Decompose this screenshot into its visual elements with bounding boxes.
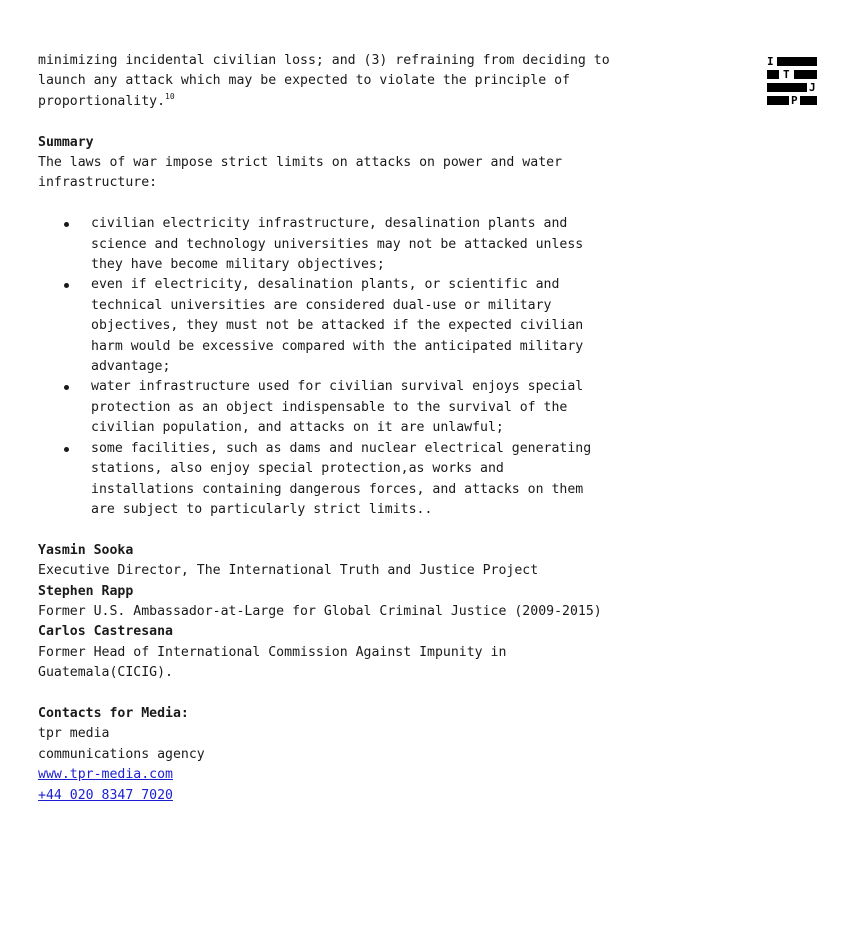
document-body	[38, 51, 618, 806]
contact-org: tpr media	[38, 726, 110, 742]
bullet-item: some facilities, such as dams and nuclear electrical generating stations, also enjoy special protection,as works and installations containing dangerous forces, and attacks on them are subject to particularly strict limits..	[38, 439, 603, 521]
logo-letter: P	[791, 94, 798, 106]
contacts-heading: Contacts for Media:	[38, 705, 189, 721]
signatory-title: Former Head of International Commission Against Impunity in Guatemala(CICIG).	[38, 644, 507, 681]
logo-letter: J	[809, 81, 816, 94]
itjp-logo	[767, 56, 818, 106]
signatory-name: Carlos Castresana	[38, 624, 173, 640]
bullet-item: civilian electricity infrastructure, desalination plants and science and technology universities may not be attacked unless they have become military objectives;	[38, 214, 603, 275]
logo-letter: I	[767, 56, 774, 68]
summary-bullet-list	[38, 214, 618, 520]
bullet-item: water infrastructure used for civilian survival enjoys special protection as an object indispensable to the survival of the civilian population, and attacks on it are unlawful;	[38, 377, 603, 438]
logo-letter: T	[783, 68, 790, 81]
media-contacts	[38, 704, 618, 806]
signatories	[38, 541, 618, 684]
summary-heading: Summary	[38, 134, 94, 150]
footnote-marker[interactable]: 10	[165, 91, 175, 101]
contact-org-description: communications agency	[38, 746, 205, 762]
signatory-name: Stephen Rapp	[38, 583, 134, 599]
signatory-title: Executive Director, The International Truth and Justice Project	[38, 563, 539, 579]
phone-link[interactable]: +44 020 8347 7020	[38, 787, 173, 803]
summary-lead: The laws of war impose strict limits on attacks on power and water infrastructure:	[38, 155, 563, 191]
intro-text: minimizing incidental civilian loss; and (3) refraining from deciding to launch any attack which may be expected to violate the principle of proportionality.	[38, 53, 610, 109]
signatory-title: Former U.S. Ambassador-at-Large for Global Criminal Justice (2009-2015)	[38, 603, 602, 619]
intro-paragraph	[38, 51, 618, 112]
signatory-name: Yasmin Sooka	[38, 542, 134, 558]
website-link[interactable]: www.tpr-media.com	[38, 767, 173, 783]
bullet-item: even if electricity, desalination plants, or scientific and technical universities are considered dual-use or military objectives, they must not be attacked if the expected civilian harm would be excessive compared with the anticipated military advantage;	[38, 275, 603, 377]
